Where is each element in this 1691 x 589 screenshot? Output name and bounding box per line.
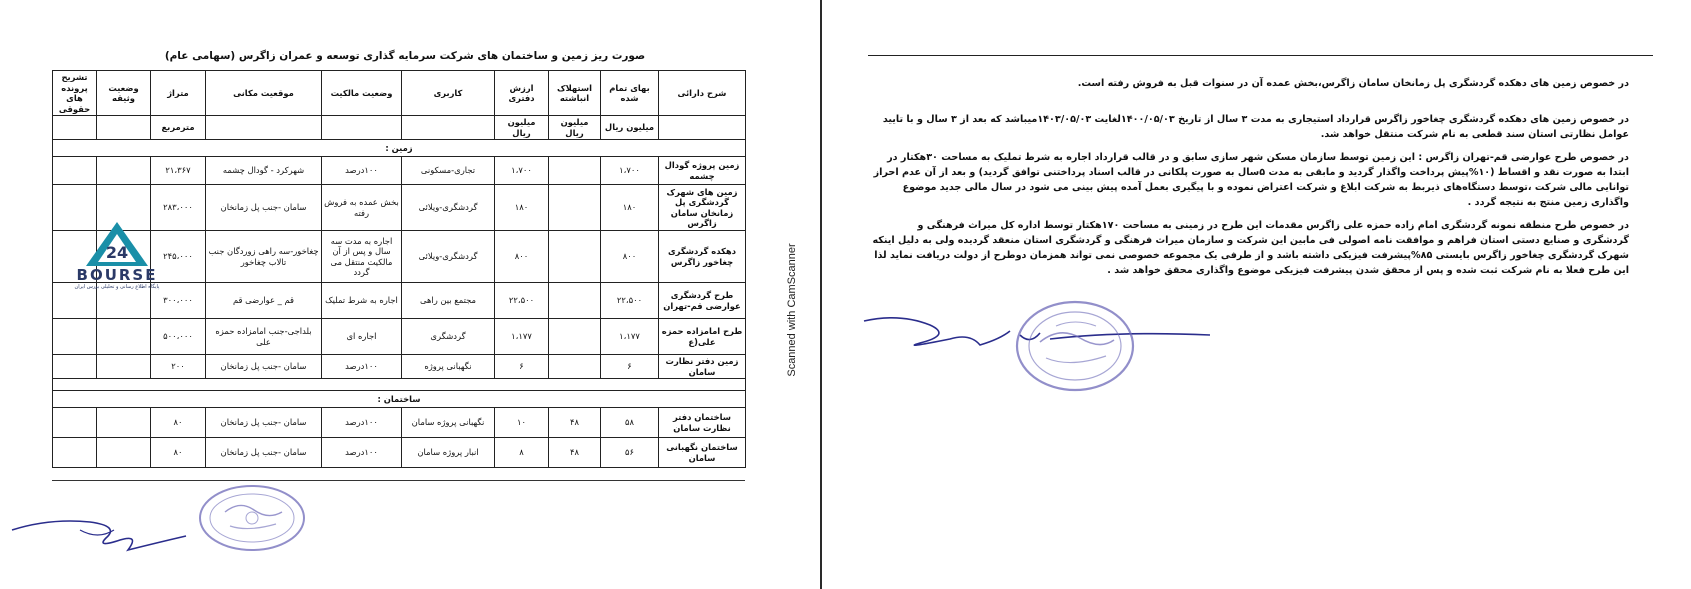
book-value-cell: ۱،۷۰۰ — [495, 157, 549, 185]
units-row — [53, 116, 746, 140]
bourse-logo — [62, 220, 172, 292]
asset-name: زمین دفتر نظارت سامان — [659, 355, 746, 379]
depreciation-cell — [549, 185, 601, 231]
location-cell: سامان -جنب پل زمانخان — [206, 438, 322, 468]
depreciation-cell — [549, 319, 601, 355]
cost-cell: ۱۸۰ — [601, 185, 659, 231]
area-cell: ۸۰ — [151, 438, 206, 468]
note-paragraph: در خصوص زمین های دهکده گردشگری چغاخور زاگرس قرارداد استیجاری به مدت ۳ سال از تاریخ ۱۴۰۰/۰۵/۰۳لغایت ۱۴۰۳/۰۵/۰۳میباشد که بعد از ۳ سال و با تایید عوامل نظارتی استان سند قطعی به نام شرکت منتقل خواهد شد. — [882, 114, 1629, 140]
depreciation-cell — [549, 231, 601, 283]
bottom-rule — [52, 480, 745, 481]
depreciation-cell — [549, 157, 601, 185]
logo-word: BOURSE — [76, 266, 158, 284]
table-row — [53, 157, 746, 185]
header-cell: وضعیت مالکیت — [322, 71, 402, 116]
location-cell: بلداجی-جنب امامزاده حمزه علی — [206, 319, 322, 355]
ownership-cell: اجاره به شرط تملیک — [322, 283, 402, 319]
usage-cell: نگهبانی پروژه سامان — [402, 408, 495, 438]
usage-cell: گردشگری — [402, 319, 495, 355]
table-row — [53, 408, 746, 438]
location-cell: سامان -جنب پل زمانخان — [206, 185, 322, 231]
section-row-buildings — [53, 391, 746, 408]
unit-cell — [322, 116, 402, 140]
note-paragraph: در خصوص زمین های دهکده گردشگری پل زمانخان سامان زاگرس،بخش عمده آن در سنوات قبل به فروش رفته است. — [1077, 78, 1629, 89]
header-cell: شرح دارائی — [659, 71, 746, 116]
header-cell: وضعیت وثیقه — [97, 71, 151, 116]
left-page — [0, 0, 820, 589]
area-cell: ۵۰۰،۰۰۰ — [151, 319, 206, 355]
location-cell: شهرکرد - گودال چشمه — [206, 157, 322, 185]
ownership-cell: اجاره به مدت سه سال و پس از آن مالکیت منتقل می گردد — [322, 231, 402, 283]
cost-cell: ۱،۱۷۷ — [601, 319, 659, 355]
note-paragraph: در خصوص طرح منطقه نمونه گردشگری امام زاده حمزه علی زاگرس مقدمات این طرح در زمینی به مساحت ۱۷۰هکتار توسط اداره کل میراث فرهنگی و گردشگری و صنایع دستی استان فراهم و موافقت نامه اصولی فی مابین این شرکت و سازمان میراث فرهنگی و گردشگری استان منعقد گردیده ولی به دلیل اینکه شهرک گردشگری چغاخور زاگرس بایستی ۸۵%پیشرفت فیزیکی داشته باشد و از طرفی یک مجموعه خصوصی نمی تواند همزمان دوطرح از دولت دریافت نماید لذا این طرح فعلا به نام شرکت ثبت شده و پس از محقق شدن پیشرفت فیزیکی موضوع واگذاری محقق خواهد شد . — [872, 220, 1629, 276]
legal-cell — [53, 319, 97, 355]
usage-cell: تجاری-مسکونی — [402, 157, 495, 185]
header-cell: بهای تمام شده — [601, 71, 659, 116]
table-row — [53, 319, 746, 355]
unit-cell — [659, 116, 746, 140]
table-header-row — [53, 71, 746, 116]
unit-cell: میلیون ریال — [549, 116, 601, 140]
header-cell: متراژ — [151, 71, 206, 116]
ownership-cell: اجاره ای — [322, 319, 402, 355]
header-cell: موقعیت مکانی — [206, 71, 322, 116]
asset-name: دهکده گردشگری چغاخور زاگرس — [659, 231, 746, 283]
collateral-cell — [97, 408, 151, 438]
asset-name: زمین پروژه گودال چشمه — [659, 157, 746, 185]
cost-cell: ۶ — [601, 355, 659, 379]
area-cell: ۳۰۰،۰۰۰ — [151, 283, 206, 319]
ownership-cell: ۱۰۰درصد — [322, 157, 402, 185]
usage-cell: گردشگری-ویلائی — [402, 231, 495, 283]
company-seal-icon — [190, 482, 310, 554]
book-value-cell: ۲۲،۵۰۰ — [495, 283, 549, 319]
location-cell: سامان -جنب پل زمانخان — [206, 408, 322, 438]
usage-cell: نگهبانی پروژه — [402, 355, 495, 379]
legal-cell — [53, 408, 97, 438]
usage-cell: گردشگری-ویلائی — [402, 185, 495, 231]
depreciation-cell — [549, 355, 601, 379]
document-title: صورت ریز زمین و ساختمان های شرکت سرمایه گذاری توسعه و عمران زاگرس (سهامی عام) — [164, 50, 646, 62]
legal-cell — [53, 355, 97, 379]
header-cell: استهلاک انباشته — [549, 71, 601, 116]
company-seal-icon — [1010, 296, 1140, 396]
asset-name: ساختمان نگهبانی سامان — [659, 438, 746, 468]
book-value-cell: ۱۸۰ — [495, 185, 549, 231]
depreciation-cell — [549, 283, 601, 319]
blank-row — [53, 379, 746, 391]
collateral-cell — [97, 157, 151, 185]
usage-cell: مجتمع بین راهی — [402, 283, 495, 319]
depreciation-cell: ۴۸ — [549, 438, 601, 468]
unit-cell: میلیون ریال — [601, 116, 659, 140]
book-value-cell: ۸ — [495, 438, 549, 468]
cost-cell: ۸۰۰ — [601, 231, 659, 283]
location-cell: چغاخور-سه راهی زوردگان جنب تالاب چغاخور — [206, 231, 322, 283]
legal-cell — [53, 157, 97, 185]
asset-name: طرح امامزاده حمزه علی(ع — [659, 319, 746, 355]
cost-cell: ۱،۷۰۰ — [601, 157, 659, 185]
ownership-cell: ۱۰۰درصد — [322, 355, 402, 379]
ownership-cell: ۱۰۰درصد — [322, 438, 402, 468]
top-rule — [868, 55, 1653, 56]
cost-cell: ۲۲،۵۰۰ — [601, 283, 659, 319]
svg-text:24: 24 — [105, 243, 129, 262]
unit-cell: مترمربع — [151, 116, 206, 140]
ownership-cell: ۱۰۰درصد — [322, 408, 402, 438]
table-row — [53, 438, 746, 468]
bourse-logo-icon — [62, 220, 172, 268]
asset-name: طرح گردشگری عوارضی قم-تهران — [659, 283, 746, 319]
book-value-cell: ۶ — [495, 355, 549, 379]
scanner-watermark: Scanned with CamScanner — [786, 243, 798, 377]
section-row-land — [53, 140, 746, 157]
logo-subtitle: پایگاه اطلاع رسانی و تحلیلی بورس ایران — [74, 284, 160, 290]
book-value-cell: ۸۰۰ — [495, 231, 549, 283]
unit-cell — [53, 116, 97, 140]
legal-cell — [53, 438, 97, 468]
depreciation-cell: ۴۸ — [549, 408, 601, 438]
book-value-cell: ۱،۱۷۷ — [495, 319, 549, 355]
unit-cell — [402, 116, 495, 140]
usage-cell: انبار پروژه سامان — [402, 438, 495, 468]
cost-cell: ۵۸ — [601, 408, 659, 438]
signature-icon — [10, 500, 200, 560]
book-value-cell: ۱۰ — [495, 408, 549, 438]
collateral-cell — [97, 355, 151, 379]
unit-cell — [97, 116, 151, 140]
section-label: ساختمان : — [53, 391, 746, 408]
cost-cell: ۵۶ — [601, 438, 659, 468]
asset-name: زمین های شهرک گردشگری پل زمانخان سامان زاگرس — [659, 185, 746, 231]
header-cell: ارزش دفتری — [495, 71, 549, 116]
ownership-cell: بخش عمده به فروش رفته — [322, 185, 402, 231]
collateral-cell — [97, 438, 151, 468]
table-row — [53, 355, 746, 379]
area-cell: ۲۰۰ — [151, 355, 206, 379]
unit-cell: میلیون ریال — [495, 116, 549, 140]
area-cell: ۲۴۵،۰۰۰ — [151, 231, 206, 283]
asset-name: ساختمان دفتر نظارت سامان — [659, 408, 746, 438]
header-cell: تشریح پرونده های حقوقی — [53, 71, 97, 116]
location-cell: قم _ عوارضی قم — [206, 283, 322, 319]
header-cell: کاربری — [402, 71, 495, 116]
location-cell: سامان -جنب پل زمانخان — [206, 355, 322, 379]
note-paragraph: در خصوص طرح عوارضی قم-تهران زاگرس : این زمین توسط سازمان مسکن شهر سازی سابق و در قالب قرارداد اجاره به شرط تملیک به مساحت ۳۰هکتار در ابتدا به صورت نقد و اقساط (۱۰%پیش پرداخت واگذار گردید و مابقی به مدت ۵سال به صورت پلکانی در قالب اسناد پرداختنی توافق گردید) و بعد از آن عدم احراز توانایی مالی شرکت ،توسط دستگاه‌های ذیربط به شرکت ابلاغ و شرکت اعتراض نموده و با پیگیری بعمل آمده پیش بینی می شود در سال مالی جدید موضوع واگذاری زمین منتج به نتیجه گردد . — [873, 152, 1629, 208]
collateral-cell — [97, 319, 151, 355]
area-cell: ۸۰ — [151, 408, 206, 438]
area-cell: ۲۱،۳۶۷ — [151, 157, 206, 185]
unit-cell — [206, 116, 322, 140]
area-cell: ۲۸۳،۰۰۰ — [151, 185, 206, 231]
section-label: زمین : — [53, 140, 746, 157]
